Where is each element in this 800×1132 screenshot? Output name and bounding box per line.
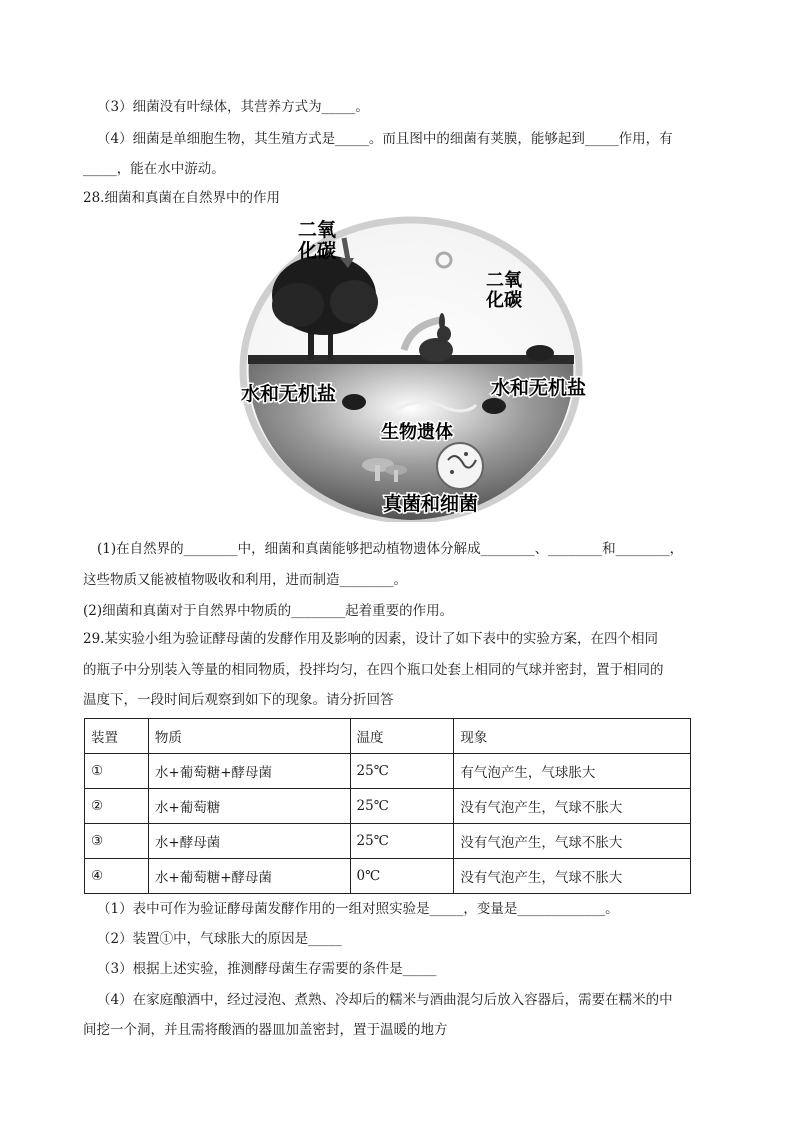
header-phenomenon: 现象 xyxy=(454,719,691,754)
cell-substance: 水+酵母菌 xyxy=(148,824,350,859)
header-temperature: 温度 xyxy=(350,719,454,754)
cell-device: ③ xyxy=(85,824,149,859)
cell-temperature: 25℃ xyxy=(350,754,454,789)
label-water-right: 水和无机盐 xyxy=(491,377,586,399)
q29-sub4-line1: （4）在家庭酿酒中，经过浸泡、煮熟、冷却后的糯米与酒曲混匀后放入容器后，需要在糯米的中 xyxy=(97,992,673,1008)
q29-sub3: （3）根据上述实验，推测酵母菌生存需要的条件是_____ xyxy=(97,961,437,977)
cell-temperature: 0℃ xyxy=(350,859,454,894)
cell-temperature: 25℃ xyxy=(350,789,454,824)
ground-strip xyxy=(248,355,574,364)
header-substance: 物质 xyxy=(148,719,350,754)
cell-device: ① xyxy=(85,754,149,789)
table-row xyxy=(85,789,691,824)
cell-phenomenon: 有气泡产生，气球胀大 xyxy=(454,754,691,789)
q27-part4-line1: （4）细菌是单细胞生物，其生殖方式是_____。而且图中的细菌有荚膜，能够起到_____作用，有 xyxy=(97,131,673,147)
bush xyxy=(526,345,554,361)
q29-intro-line3: 温度下，一段时间后观察到如下的现象。请分折回答 xyxy=(83,692,394,708)
cell-temperature: 25℃ xyxy=(350,824,454,859)
q29-sub1: （1）表中可作为验证酵母菌发酵作用的一组对照实验是_____，变量是_____________。 xyxy=(97,901,619,917)
q28-title: 28.细菌和真菌在自然界中的作用 xyxy=(83,190,280,206)
label-co2-right-2: 化碳 xyxy=(486,290,522,311)
nutrient-cycle-figure xyxy=(236,210,586,522)
label-remains: 生物遗体 xyxy=(381,422,453,443)
table-row xyxy=(85,754,691,789)
experiment-table xyxy=(84,718,691,894)
cell-substance: 水+葡萄糖 xyxy=(148,789,350,824)
label-fungi-bacteria: 真菌和细菌 xyxy=(383,493,479,515)
label-co2-right-1: 二氧 xyxy=(486,270,522,291)
cell-phenomenon: 没有气泡产生，气球不胀大 xyxy=(454,789,691,824)
q27-part3: （3）细菌没有叶绿体，其营养方式为_____。 xyxy=(97,99,369,115)
cell-device: ② xyxy=(85,789,149,824)
cell-phenomenon: 没有气泡产生，气球不胀大 xyxy=(454,824,691,859)
header-device: 装置 xyxy=(85,719,149,754)
q29-intro-line1: 29.某实验小组为验证酵母菌的发酵作用及影响的因素，设计了如下表中的实验方案，在四个相同 xyxy=(83,631,658,647)
table-header-row xyxy=(85,719,691,754)
label-co2-left-2: 化碳 xyxy=(298,240,337,262)
label-water-left: 水和无机盐 xyxy=(241,383,337,405)
cell-substance: 水+葡萄糖+酵母菌 xyxy=(148,754,350,789)
bacteria-circle xyxy=(437,443,483,489)
table-row xyxy=(85,859,691,894)
cell-device: ④ xyxy=(85,859,149,894)
q28-part1-line2: 这些物质又能被植物吸收和利用，进而制造________。 xyxy=(83,572,407,588)
label-co2-left-1: 二氧 xyxy=(298,219,337,241)
q29-intro-line2: 的瓶子中分别装入等量的相同物质，投拌均匀，在四个瓶口处套上相同的气球并密封，置于相同的 xyxy=(83,662,664,678)
cell-phenomenon: 没有气泡产生，气球不胀大 xyxy=(454,859,691,894)
q29-sub4-line2: 间挖一个洞，并且需将酸酒的器皿加盖密封，置于温暖的地方 xyxy=(83,1022,448,1038)
table-row xyxy=(85,824,691,859)
cell-substance: 水+葡萄糖+酵母菌 xyxy=(148,859,350,894)
q28-part2: (2)细菌和真菌对于自然界中物质的________起着重要的作用。 xyxy=(83,603,454,619)
q27-part4-line2: _____，能在水中游动。 xyxy=(83,161,225,177)
q29-sub2: （2）装置①中，气球胀大的原因是_____ xyxy=(97,931,342,947)
q28-part1-line1: (1)在自然界的________中，细菌和真菌能够把动植物遗体分解成________、________和________， xyxy=(97,541,684,557)
